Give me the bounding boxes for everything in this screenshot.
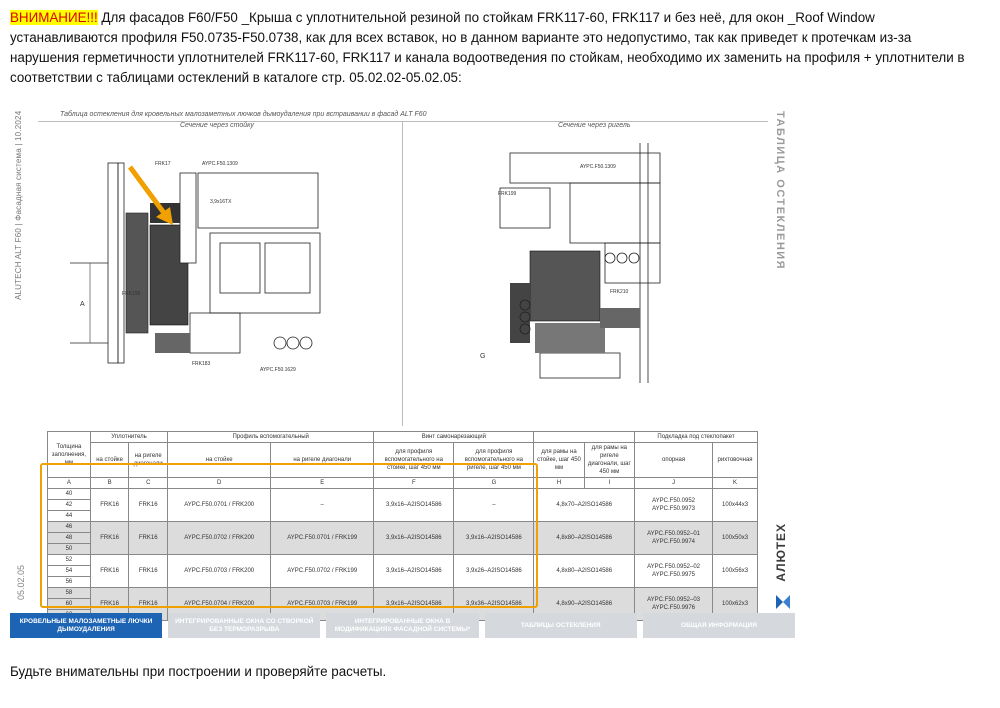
subhead-g: для профиля вспомогательного на ригеле, шаг 450 мм (454, 443, 534, 478)
footer-note: Будьте внимательны при построении и проверяйте расчеты. (10, 664, 387, 679)
warning-text: Для фасадов F60/F50 _Крыша с уплотнительной резиной по стойкам FRK117-60, FRK117 и без неё, для окон _Roof Window устанавливаются профиля F50.0735-F50.0738, как для всех вставок, но в данном варианте это недопустимо, так как приведет к протечкам из-за нарушения герметичности уплотнителей FRK117-60, FRK117 и канала водоотведения по стойкам, необходимо их заменить на профиля + уплотнители в соответствии с таблицами остеклений в каталоге стр. 05.02.02-05.02.05: (10, 10, 965, 85)
nav-tab-general-info[interactable]: ОБЩАЯ ИНФОРМАЦИЯ (643, 613, 795, 638)
subhead-k: рихтовочная (713, 443, 758, 478)
col-screw-header: Винт самонарезающий (374, 432, 534, 443)
label-frk17: FRK17 (155, 161, 171, 167)
label-frk183: FRK183 (192, 361, 211, 367)
nav-tab-windows-no-break[interactable]: ИНТЕГРИРОВАННЫЕ ОКНА СО СТВОРКОЙ БЕЗ ТЕРМОРАЗРЫВА (168, 613, 320, 638)
warning-label: ВНИМАНИЕ!!! (10, 10, 98, 25)
spine-caption: ALUTECH ALT F60 | Фасадная система | 10.2024 (14, 111, 23, 301)
subhead-e: на ригеле диагонали (271, 443, 374, 478)
section-label-transom: Сечение через ригель (558, 122, 631, 129)
label-frk199-right: FRK199 (498, 191, 517, 197)
table-row: 52 FRK16 FRK16 AYPC.F50.0703 / FRK200 AYPC.F50.0702 / FRK199 3,9x16–A2ISO14586 3,9x26–A2ISO14586 4,8x80–A2ISO14586 AYPC.F50.0952–02 AYPC.F50.9975 100x56x3 (48, 555, 758, 566)
glazing-table: Толщина заполнения, мм Уплотнитель Профиль вспомогательный Винт самонарезающий Подкладка под стеклопакет на стойке на ригеле диагонали на стойке на ригеле диагонали для профиля вспомогательного на стойке, шаг 450 мм для профиля вспомогательного на ригеле, шаг 450 мм для рамы на стойке, шаг 450 мм для рамы на ригеле диагонали, шаг 450 мм опорная рихтовочная A B C D E F G H I J K 40 FRK16 FRK16 AYPC.F50.0701 / FRK200 – 3,9x16–A2ISO14586 – 4,8x70–A2ISO14586 AYPC.F50.0952 AYPC.F50.9973 100x44x3 42 44 46 FRK16 FRK16 AYPC.F50.0702 / FRK200 AYPC.F50.0701 / FRK199 3,9x16–A2ISO14586 3,9x16–A2ISO14586 4,8x80–A2ISO14586 AYPC.F50.0952–01 AYPC.F50.9974 100x50x3 48 50 52 FRK16 FRK16 AYPC.F50.0703 / FRK200 AYPC.F50.0702 / FRK199 3,9x16–A2ISO14586 3,9x26–A2ISO14586 4,8x80–A2ISO14586 AYPC.F50.0952–02 AYPC.F50.9975 100x56x3 54 56 58 FRK16 FRK16 AYPC.F50.0704 / FRK200 AYPC.F50.0703 / FRK199 3,9x16–A2ISO14586 3,9x36–A2ISO14586 4,8x90–A2ISO14586 AYPC.F50.0952–03 AYPC.F50.9976 100x62x3 60 (47, 431, 758, 621)
label-aypc-1309-right: AYPC.F50.1309 (580, 164, 616, 170)
left-spine (10, 103, 36, 603)
drawing-title: Таблица остекления для кровельных малозаметных лючков дымоудаления при встраивании в фасад ALT F60 (60, 111, 427, 118)
nav-tab-glazing-tables[interactable]: ТАБЛИЦЫ ОСТЕКЛЕНИЯ (485, 613, 637, 638)
brand-name: АЛЮТЕХ (774, 523, 788, 582)
label-aypc-1629: AYPC.F50.1629 (260, 367, 296, 373)
section-caption: ТАБЛИЦА ОСТЕКЛЕНИЯ (774, 111, 786, 271)
transom-section-drawing (470, 143, 700, 383)
label-aypc-1309: AYPC.F50.1309 (202, 161, 238, 167)
nav-tab-smoke-hatches[interactable]: КРОВЕЛЬНЫЕ МАЛОЗАМЕТНЫЕ ЛЮЧКИ ДЫМОУДАЛЕНИЯ (10, 613, 162, 638)
section-label-mullion: Сечение через стойку (180, 122, 254, 129)
brand-mark-icon (776, 595, 790, 609)
table-row: 46 FRK16 FRK16 AYPC.F50.0702 / FRK200 AYPC.F50.0701 / FRK199 3,9x16–A2ISO14586 3,9x16–A2ISO14586 4,8x80–A2ISO14586 AYPC.F50.0952–01 AYPC.F50.9974 100x50x3 (48, 522, 758, 533)
letter-row: A B C D E F G H I J K (48, 478, 758, 489)
subhead-c: на ригеле диагонали (129, 443, 168, 478)
catalog-nav (10, 613, 795, 638)
subhead-j: опорная (635, 443, 713, 478)
label-frk210: FRK210 (610, 289, 629, 295)
nav-tab-windows-modifications[interactable]: ИНТЕГРИРОВАННЫЕ ОКНА В МОДИФИКАЦИЯХ ФАСАДНОЙ СИСТЕМЫ* (326, 613, 478, 638)
brand-logo (772, 523, 794, 603)
page-number: 05.02.05 (16, 565, 26, 601)
label-screw: 3,9x16TX (210, 199, 232, 205)
catalog-page-image (10, 103, 795, 643)
subhead-f: для профиля вспомогательного на стойке, шаг 450 мм (374, 443, 454, 478)
dimension-label-a: A (80, 301, 85, 308)
table-row: 40 FRK16 FRK16 AYPC.F50.0701 / FRK200 – 3,9x16–A2ISO14586 – 4,8x70–A2ISO14586 AYPC.F50.0952 AYPC.F50.9973 100x44x3 (48, 489, 758, 500)
col-pad-header: Подкладка под стеклопакет (635, 432, 758, 443)
col-seal-header: Уплотнитель (90, 432, 167, 443)
label-frk199: FRK199 (122, 291, 141, 297)
subhead-b: на стойке (90, 443, 128, 478)
col-thickness-header: Толщина заполнения, мм (48, 432, 91, 478)
col-profile-header: Профиль вспомогательный (168, 432, 374, 443)
warning-paragraph (10, 8, 980, 88)
mullion-section-drawing (70, 143, 340, 373)
subhead-h: для рамы на стойке, шаг 450 мм (534, 443, 584, 478)
table-row: 58 FRK16 FRK16 AYPC.F50.0704 / FRK200 AYPC.F50.0703 / FRK199 3,9x16–A2ISO14586 3,9x36–A2ISO14586 4,8x90–A2ISO14586 AYPC.F50.0952–03 AYPC.F50.9976 100x62x3 (48, 588, 758, 599)
dimension-label-g: G (480, 353, 486, 360)
col-screw2-header (534, 432, 635, 443)
subhead-d: на стойке (168, 443, 271, 478)
subhead-i: для рамы на ригеле диагонали, шаг 450 мм (584, 443, 634, 478)
